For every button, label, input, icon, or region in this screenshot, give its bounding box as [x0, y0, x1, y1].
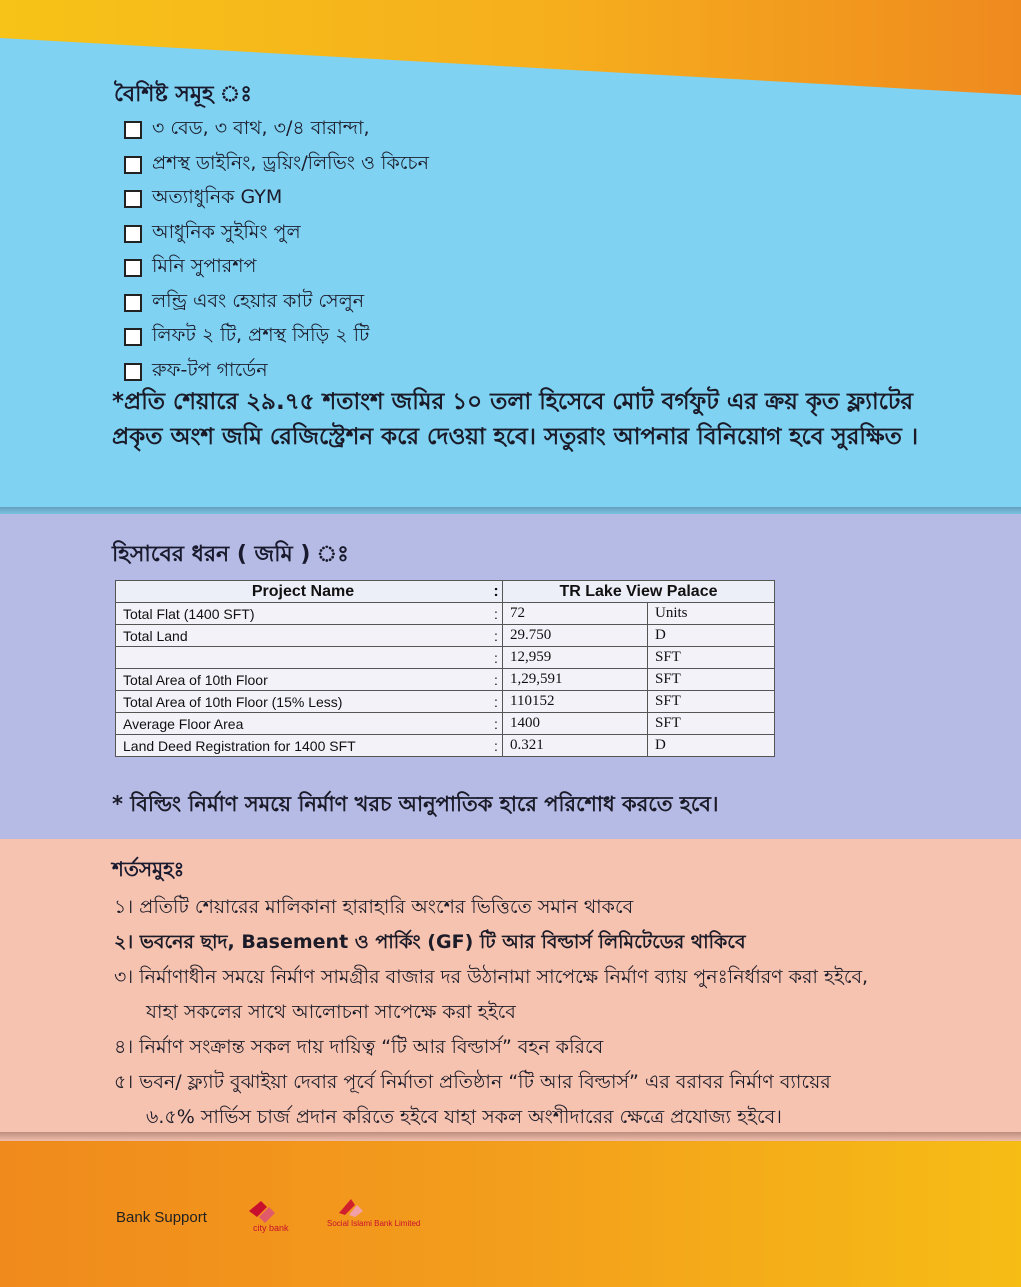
checkbox-icon: [124, 225, 142, 243]
header-value: TR Lake View Palace: [503, 581, 775, 603]
term-item: ৪। নির্মাণ সংক্রান্ত সকল দায় দায়িত্ব “টি আর বিল্ডার্স” বহন করিবে: [114, 1036, 604, 1058]
checkbox-icon: [124, 328, 142, 346]
calculation-title: হিসাবের ধরন ( জমি ) ঃ: [112, 542, 349, 567]
share-note: *প্রতি শেয়ারে ২৯.৭৫ শতাংশ জমির ১০ তলা হিসেবে মোট বর্গফুট এর ক্রয় কৃত ফ্ল্যাটের প্রকৃত অংশ জমি রেজিস্ট্রেশন করে দেওয়া হবে। সতুরাং আপনার বিনিয়োগ হবে সুরক্ষিত ।: [112, 389, 919, 450]
table-header-row: [116, 581, 775, 603]
feature-item: রুফ-টপ গার্ডেন: [124, 355, 429, 390]
feature-item: মিনি সুপারশপ: [124, 251, 429, 286]
term-item: ৩। নির্মাণাধীন সময়ে নির্মাণ সামগ্রীর বাজার দর উঠানামা সাপেক্ষে নির্মাণ ব্যায় পুনঃনির্ধারণ করা হইবে, যাহা সকলের সাথে আলোচনা সাপেক্ষে করা হইবে: [114, 966, 869, 1023]
bank-support-label: Bank Support: [116, 1209, 207, 1226]
table-row: Total Area of 10th Floor : 1,29,591 SFT: [116, 669, 775, 691]
table-row: : 12,959 SFT: [116, 647, 775, 669]
feature-item: অত্যাধুনিক GYM: [124, 182, 429, 217]
feature-item: লিফট ২ টি, প্রশস্থ সিড়ি ২ টি: [124, 320, 429, 355]
table-row: Land Deed Registration for 1400 SFT : 0.321 D: [116, 735, 775, 757]
terms-list: [114, 890, 954, 1135]
city-bank-icon: [243, 1197, 283, 1225]
table-row: Total Flat (1400 SFT) : 72 Units: [116, 603, 775, 625]
calculation-table: [115, 580, 775, 757]
term-item: ২। ভবনের ছাদ, Basement ও পার্কিং (GF) টি আর বিল্ডার্স লিমিটেডের থাকিবে: [114, 931, 746, 953]
term-item: ৫। ভবন/ ফ্ল্যাট বুঝাইয়া দেবার পূর্বে নির্মাতা প্রতিষ্ঠান “টি আর বিল্ডার্স” এর বরাবর নির্মাণ ব্যায়ের ৬.৫% সার্ভিস চার্জ প্রদান করিতে হইবে যাহা সকল অংশীদারের ক্ষেত্রে প্রযোজ্য হইবে।: [114, 1071, 831, 1128]
checkbox-icon: [124, 294, 142, 312]
checkbox-icon: [124, 363, 142, 381]
header-label: Project Name: [116, 581, 491, 603]
feature-item: আধুনিক সুইমিং পুল: [124, 217, 429, 252]
features-title: বৈশিষ্ট সমূহ ঃ: [114, 82, 253, 107]
checkbox-icon: [124, 121, 142, 139]
feature-item: লন্ড্রি এবং হেয়ার কাট সেলুন: [124, 286, 429, 321]
feature-item: ৩ বেড, ৩ বাথ, ৩/৪ বারান্দা,: [124, 113, 429, 148]
terms-title: শর্তসমুহঃ: [112, 857, 185, 881]
checkbox-icon: [124, 259, 142, 277]
checkbox-icon: [124, 190, 142, 208]
table-row: Average Floor Area : 1400 SFT: [116, 713, 775, 735]
table-row: Total Area of 10th Floor (15% Less) : 110152 SFT: [116, 691, 775, 713]
bottom-orange-band: [0, 1120, 1021, 1287]
panel-shadow: [0, 1132, 1021, 1142]
feature-item: প্রশস্থ ডাইনিং, ড্রয়িং/লিভিং ও কিচেন: [124, 148, 429, 183]
sibl-icon: [337, 1197, 367, 1217]
colon: :: [490, 581, 503, 603]
sibl-logo: Social Islami Bank Limited: [327, 1197, 437, 1237]
city-bank-logo: city bank: [243, 1197, 303, 1237]
payment-note: * বিল্ডিং নির্মাণ সময়ে নির্মাণ খরচ আনুপাতিক হারে পরিশোধ করতে হবে।: [112, 792, 719, 816]
features-list: [124, 113, 429, 389]
term-item: ১। প্রতিটি শেয়ারের মালিকানা হারাহারি অংশের ভিত্তিতে সমান থাকবে: [114, 896, 634, 918]
checkbox-icon: [124, 156, 142, 174]
table-row: Total Land : 29.750 D: [116, 625, 775, 647]
